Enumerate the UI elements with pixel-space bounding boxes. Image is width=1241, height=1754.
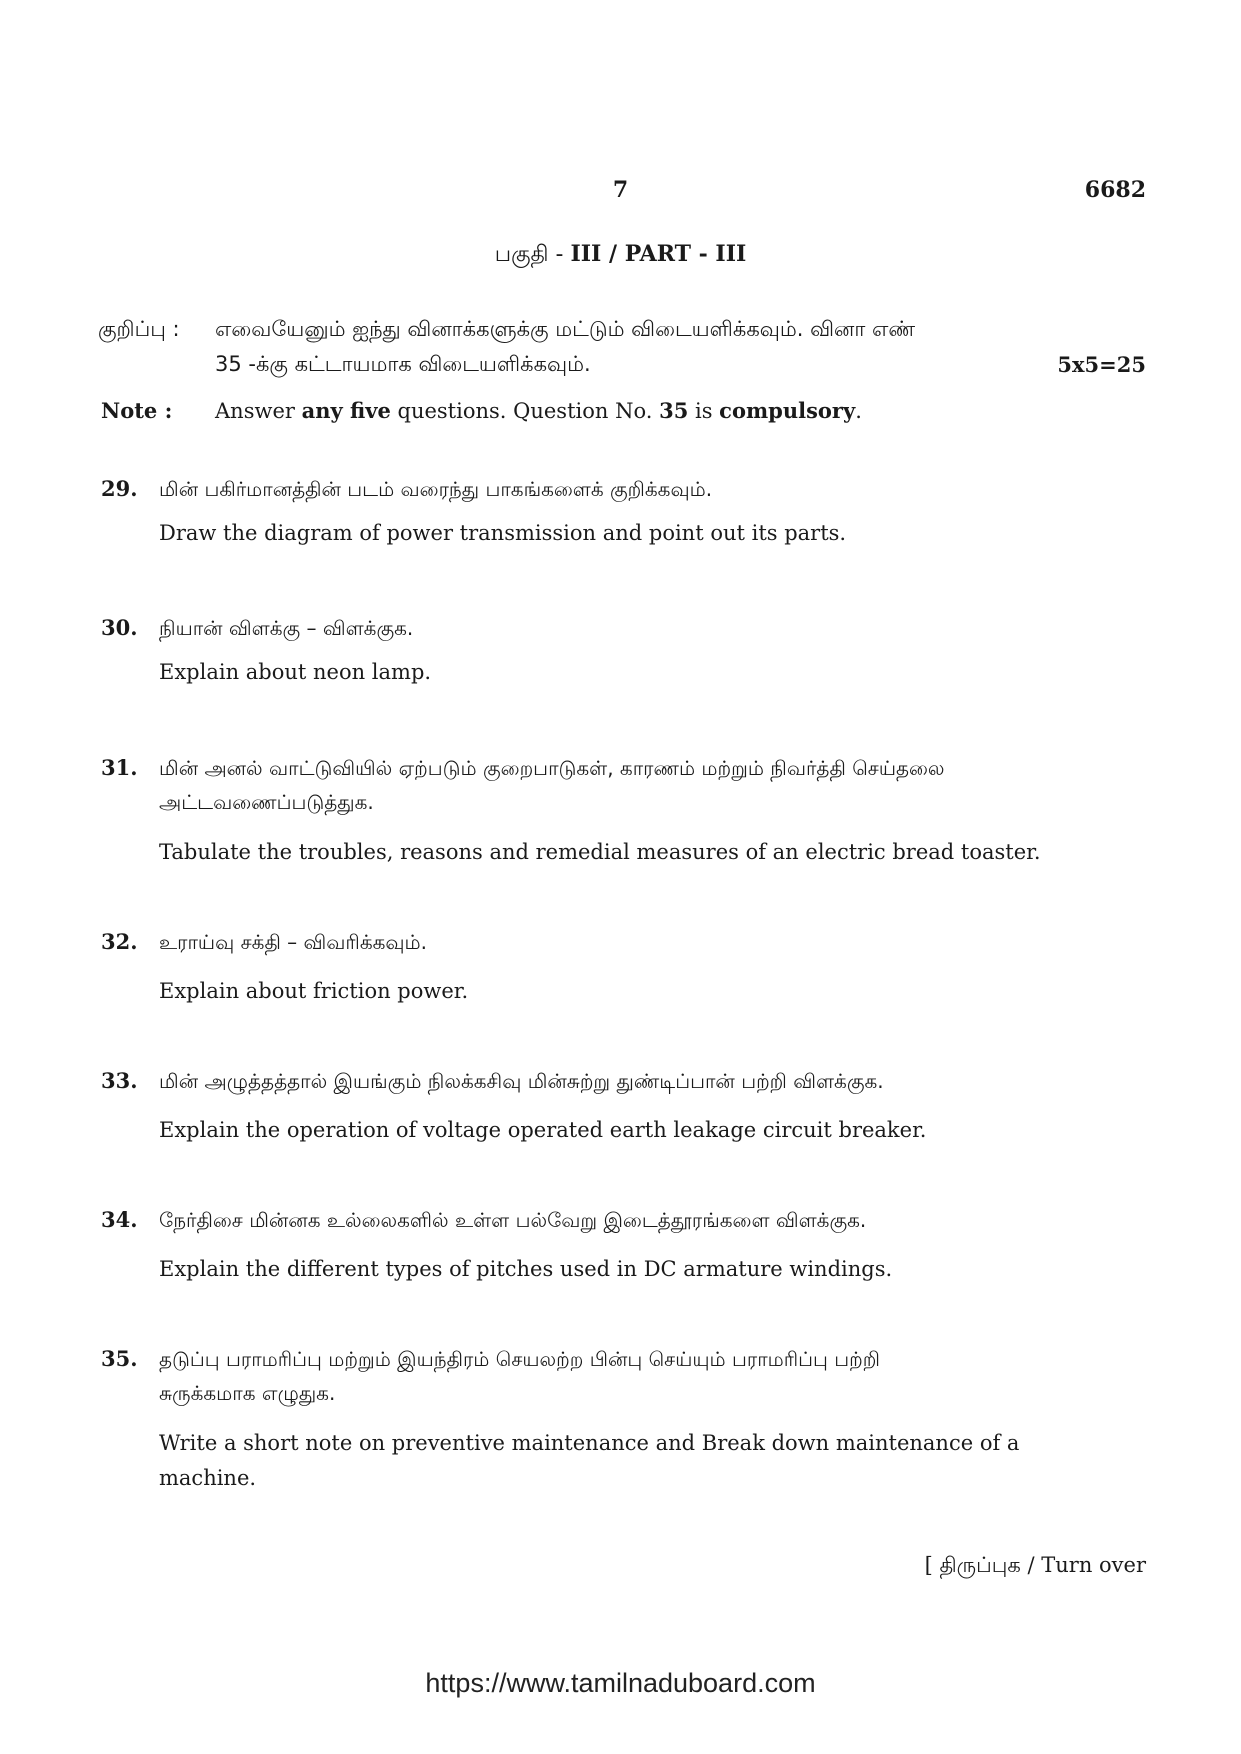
question-tamil: மின் பகிர்மானத்தின் படம் வரைந்து பாகங்களைக் குறிக்கவும். — [159, 477, 713, 501]
question-english: Explain about friction power. — [159, 979, 469, 1003]
part-title-separator: / — [601, 241, 625, 267]
paper-code: 6682 — [1084, 177, 1146, 203]
question-number: 31. — [101, 755, 138, 780]
question-tamil: மின் அனல் வாட்டுவியில் ஏற்படும் குறைபாடுகள், காரணம் மற்றும் நிவர்த்தி செய்தலை — [159, 756, 945, 780]
question-tamil: தடுப்பு பராமரிப்பு மற்றும் இயந்திரம் செயலற்ற பின்பு செய்யும் பராமரிப்பு பற்றி — [159, 1347, 880, 1371]
page-number: 7 — [612, 177, 629, 203]
part-title-english: PART - III — [624, 241, 747, 267]
note-emphasis: any five — [301, 398, 391, 423]
question-number: 30. — [101, 615, 138, 640]
question-tamil: மின் அழுத்தத்தால் இயங்கும் நிலக்கசிவு மின்சுற்று துண்டிப்பான் பற்றி விளக்குக. — [159, 1069, 884, 1093]
part-title-tamil: பகுதி - — [494, 242, 571, 267]
question-english: Explain the different types of pitches used in DC armature windings. — [159, 1257, 893, 1281]
question-number: 34. — [101, 1207, 138, 1232]
kurippu-label: குறிப்பு : — [98, 317, 180, 341]
note-part: is — [688, 399, 720, 423]
question-number: 32. — [101, 929, 138, 954]
question-tamil: அட்டவணைப்படுத்துக. — [159, 790, 374, 814]
kurippu-line-2: 35 -க்கு கட்டாயமாக விடையளிக்கவும். — [215, 352, 591, 376]
note-text — [215, 398, 862, 423]
question-english: Explain about neon lamp. — [159, 660, 432, 684]
question-english: machine. — [159, 1466, 257, 1490]
kurippu-line-1: எவையேனும் ஐந்து வினாக்களுக்கு மட்டும் விடையளிக்கவும். வினா எண் — [215, 317, 916, 341]
footer-url: https://www.tamilnaduboard.com — [425, 1668, 816, 1698]
note-emphasis: compulsory — [719, 398, 856, 423]
question-number: 33. — [101, 1068, 138, 1093]
question-number: 35. — [101, 1346, 138, 1371]
question-tamil: நேர்திசை மின்னக உல்லைகளில் உள்ள பல்வேறு இடைத்தூரங்களை விளக்குக. — [159, 1208, 867, 1232]
question-number: 29. — [101, 476, 138, 501]
note-emphasis: 35 — [659, 398, 689, 423]
note-part: . — [855, 399, 862, 423]
question-tamil: சுருக்கமாக எழுதுக. — [159, 1381, 336, 1405]
part-title — [0, 241, 1241, 270]
marks-scheme: 5x5=25 — [1057, 352, 1146, 377]
question-english: Write a short note on preventive maintenance and Break down maintenance of a — [159, 1431, 1020, 1455]
part-title-roman: III — [570, 241, 602, 267]
note-label: Note : — [101, 398, 173, 423]
note-part: questions. Question No. — [390, 399, 660, 423]
note-part: Answer — [215, 399, 302, 423]
question-tamil: உராய்வு சக்தி – விவரிக்கவும். — [159, 930, 428, 954]
question-tamil: நியான் விளக்கு – விளக்குக. — [159, 616, 414, 640]
question-english: Draw the diagram of power transmission and point out its parts. — [159, 521, 847, 545]
turn-over-note: [ திருப்புக / Turn over — [924, 1553, 1146, 1577]
question-english: Tabulate the troubles, reasons and remedial measures of an electric bread toaster. — [159, 840, 1041, 864]
question-english: Explain the operation of voltage operated earth leakage circuit breaker. — [159, 1118, 927, 1142]
